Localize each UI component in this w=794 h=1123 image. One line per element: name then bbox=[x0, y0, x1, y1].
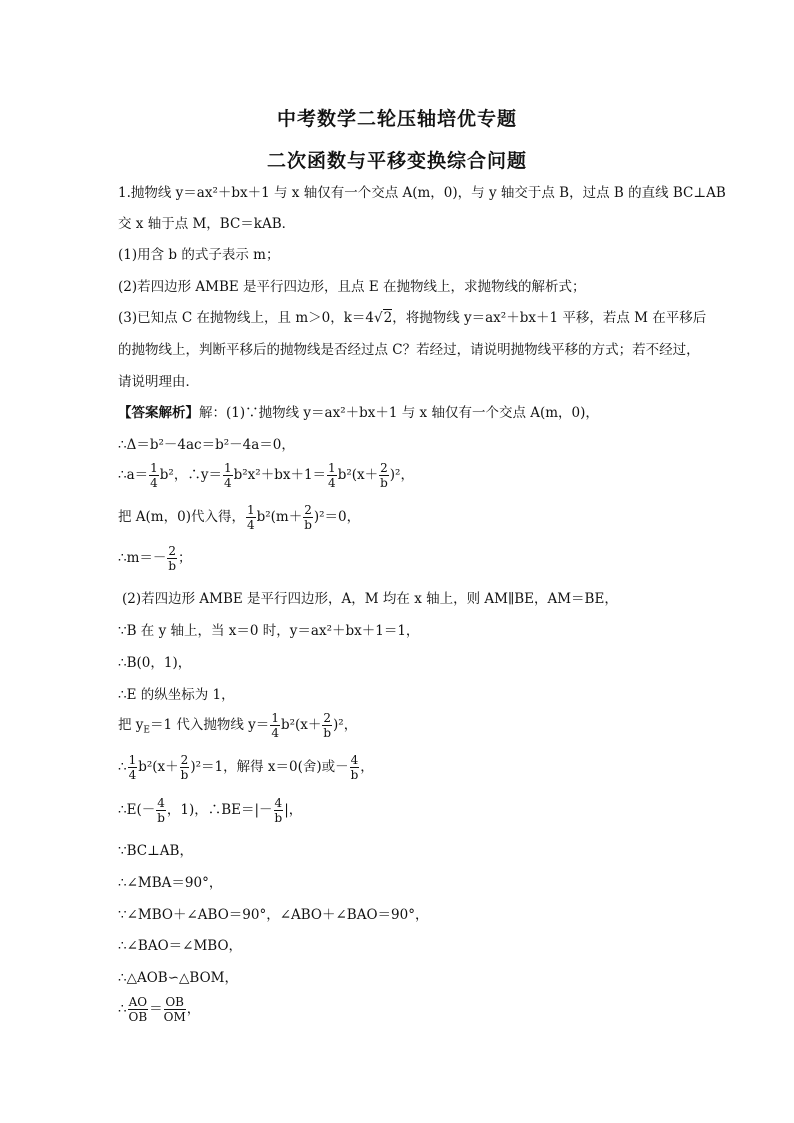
fraction: $\frac{OB}{OM}$ bbox=[163, 995, 186, 1024]
answer-label: 【答案解析】 bbox=[118, 405, 199, 421]
solution-line-4: 把 A(m，0)代入得， $\frac{1}{4}$ b²(m＋ $\frac{2}{b}$ )²＝0， bbox=[118, 503, 361, 532]
question-3-line-2: 的抛物线上，判断平移后的抛物线是否经过点 C？若经过，请说明抛物线平移的方式；若不经过， bbox=[118, 342, 700, 358]
solution-line-13: ∵BC⊥AB， bbox=[118, 843, 193, 859]
sqrt-radicand: 2 bbox=[383, 310, 393, 326]
solution-line-17: ∴△AOB∽△BOM， bbox=[118, 970, 238, 986]
solution-line-18: ∴ $\frac{AO}{OB}$ ＝ $\frac{OB}{OM}$ ， bbox=[118, 995, 201, 1024]
fraction: $\frac{1}{4}$ bbox=[271, 711, 279, 740]
problem-line-1: 1.抛物线 y＝ax²＋bx＋1 与 x 轴仅有一个交点 A(m，0)，与 y 轴交于点 B，过点 B 的直线 BC⊥AB bbox=[118, 185, 726, 201]
solution-line-10: 把 $y_E=1$ 代入抛物线 y＝ $\frac{1}{4}$ b²(x＋ $\frac{2}{b}$ )²， bbox=[118, 711, 358, 740]
fraction: $\frac{2}{b}$ bbox=[380, 461, 388, 490]
page-subtitle: 二次函数与平移变换综合问题 bbox=[266, 150, 527, 172]
fraction: $\frac{4}{b}$ bbox=[157, 796, 165, 825]
page-title: 中考数学二轮压轴培优专题 bbox=[276, 108, 517, 130]
question-3-line-1: (3)已知点 C 在抛物线上，且 m＞0，k＝4√2，将抛物线 y＝ax²＋bx＋1 平移，若点 M 在平移后 bbox=[118, 310, 707, 326]
fraction: $\frac{4}{b}$ bbox=[274, 796, 283, 825]
fraction: $\frac{1}{4}$ bbox=[223, 461, 232, 490]
solution-line-6: (2)若四边形 AMBE 是平行四边形，A，M 均在 x 轴上，则 AM∥BE，AM＝BE， bbox=[122, 591, 618, 607]
solution-line-9: ∴E 的纵坐标为 1， bbox=[118, 687, 235, 703]
solution-line-16: ∴∠BAO＝∠MBO， bbox=[118, 938, 243, 954]
question-3-line-3: 请说明理由． bbox=[118, 374, 199, 390]
fraction: $\frac{1}{4}$ bbox=[128, 753, 137, 782]
solution-line-12: ∴E(－ $\frac{4}{b}$ ，1)，∴BE＝|－ $\frac{4}{b}$ |， bbox=[118, 796, 303, 825]
sqrt-sign: √ bbox=[374, 310, 383, 326]
fraction: $\frac{2}{b}$ bbox=[323, 711, 332, 740]
fraction: $\frac{1}{4}$ bbox=[328, 461, 336, 490]
fraction: $\frac{1}{4}$ bbox=[246, 503, 255, 532]
fraction: $\frac{AO}{OB}$ bbox=[128, 995, 148, 1024]
solution-line-3: ∴a＝ $\frac{1}{4}$ b²，∴y＝ $\frac{1}{4}$ b²x²＋bx＋1＝ $\frac{1}{4}$ b²(x＋ $\frac{2}{b}$ )²， bbox=[118, 461, 414, 490]
question-2: (2)若四边形 AMBE 是平行四边形，且点 E 在抛物线上，求抛物线的解析式； bbox=[118, 279, 586, 295]
solution-line-11: ∴ $\frac{1}{4}$ b²(x＋ $\frac{2}{b}$ )²＝1，解得 x＝0(舍)或－ $\frac{4}{b}$ ， bbox=[118, 753, 374, 782]
solution-line-14: ∴∠MBA＝90°， bbox=[118, 875, 223, 891]
solution-line-2: ∴Δ＝b²－4ac＝b²－4a＝0， bbox=[118, 437, 295, 453]
fraction: $\frac{2}{b}$ bbox=[168, 544, 177, 573]
problem-line-2: 交 x 轴于点 M，BC＝kAB． bbox=[118, 216, 296, 232]
solution-line-15: ∵∠MBO＋∠ABO＝90°，∠ABO＋∠BAO＝90°， bbox=[118, 907, 429, 923]
question-1: (1)用含 b 的式子表示 m； bbox=[118, 247, 280, 263]
solution-line-7: ∵B 在 y 轴上，当 x＝0 时，y＝ax²＋bx＋1＝1， bbox=[118, 623, 420, 639]
solution-line-8: ∴B(0，1)， bbox=[118, 655, 192, 671]
fraction: $\frac{4}{b}$ bbox=[350, 753, 359, 782]
solution-line-5: ∴m＝－ $\frac{2}{b}$ ； bbox=[118, 544, 192, 573]
fraction: $\frac{2}{b}$ bbox=[304, 503, 312, 532]
fraction: $\frac{2}{b}$ bbox=[180, 753, 189, 782]
solution-line-1: 【答案解析】解：(1)∵抛物线 y＝ax²＋bx＋1 与 x 轴仅有一个交点 A(m，0)， bbox=[118, 405, 599, 421]
fraction: $\frac{1}{4}$ bbox=[150, 461, 158, 490]
